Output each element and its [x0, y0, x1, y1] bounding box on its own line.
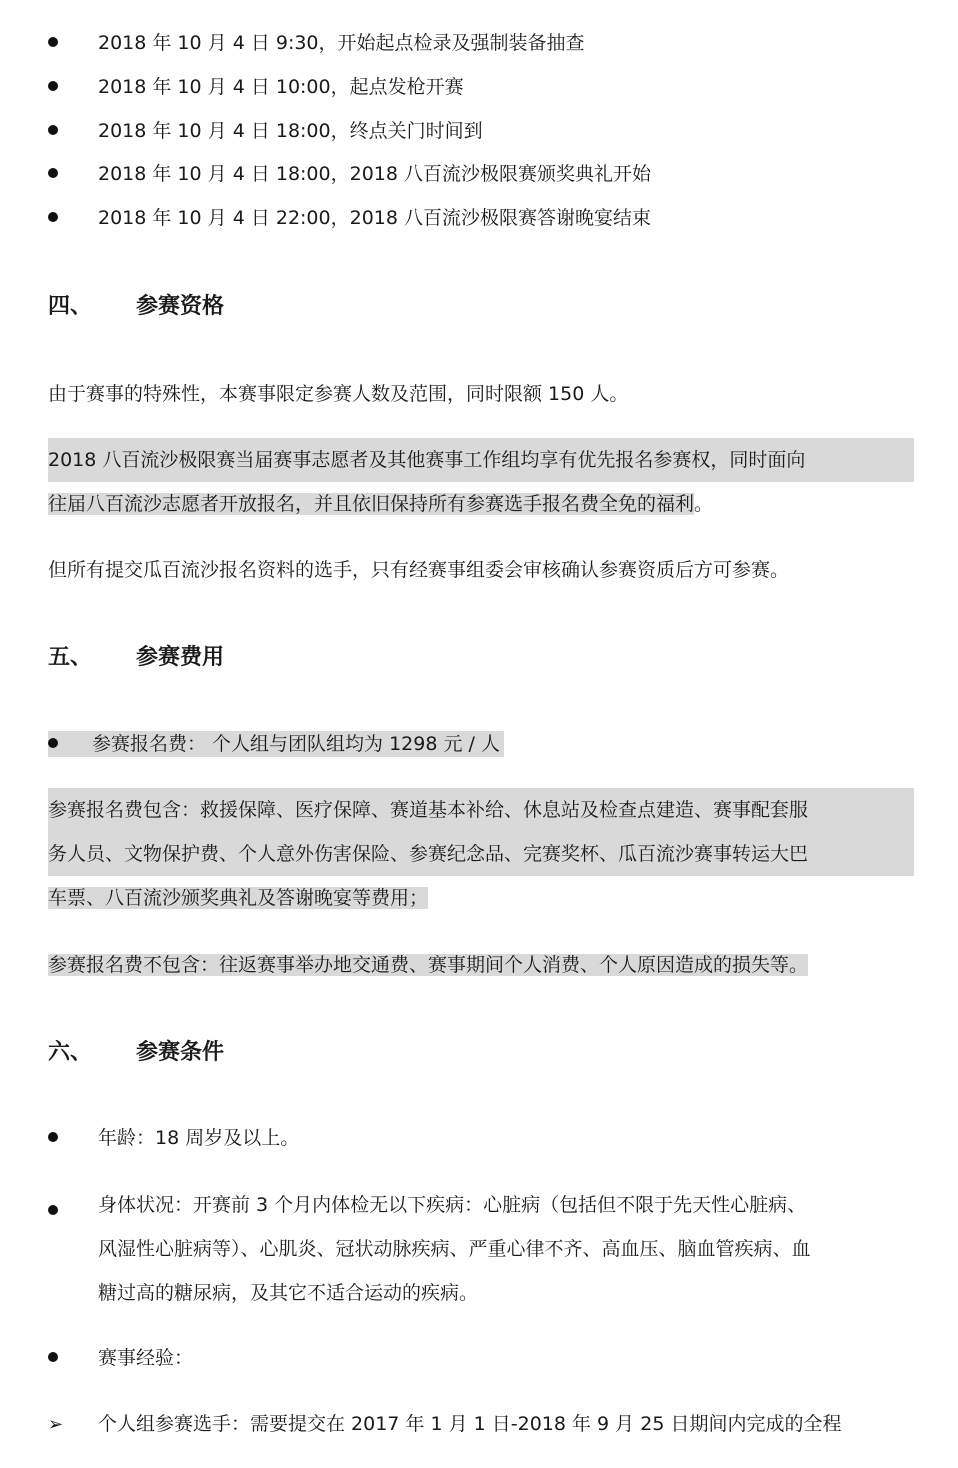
- bullet-icon-wrap: [48, 1192, 98, 1218]
- schedule-item: 2018 年 10 月 4 日 22:00，2018 八百流沙极限赛答谢晚宴结束: [48, 205, 651, 231]
- paragraph: 由于赛事的特殊性，本赛事限定参赛人数及范围，同时限额 150 人。: [48, 383, 629, 405]
- bullet-icon: [48, 37, 58, 47]
- bullet-icon: [48, 1352, 58, 1362]
- paragraph: 但所有提交瓜百流沙报名资料的选手，只有经赛事组委会审核确认参赛资质后方可参赛。: [48, 559, 790, 581]
- bullet-icon: [48, 168, 58, 178]
- bullet-icon: [48, 81, 58, 91]
- condition-experience: 赛事经验：: [48, 1345, 193, 1371]
- condition-health: 身体状况：开赛前 3 个月内体检无以下疾病：心脏病（包括但不限于先天性心脏病、 风湿性心脏病等）、心肌炎、冠状动脉疾病、严重心律不齐、高血压、脑血管疾病、血 糖过高的糖尿病，及其它不适合运动的疾病。: [98, 1194, 811, 1304]
- bullet-icon: [48, 1132, 58, 1142]
- paragraph-highlighted: 2018 八百流沙极限赛当届赛事志愿者及其他赛事工作组均享有优先报名参赛权，同时面向 往届八百流沙志愿者开放报名，并且依旧保持所有参赛选手报名费全免的福利。: [48, 438, 914, 526]
- bullet-icon: [48, 125, 58, 135]
- section-heading-eligibility: 四、 参赛资格: [48, 294, 225, 319]
- bullet-icon: [48, 738, 58, 748]
- bullet-icon: [48, 212, 58, 222]
- schedule-item: 2018 年 10 月 4 日 18:00，2018 八百流沙极限赛颁奖典礼开始: [48, 161, 651, 187]
- fee-item: 参赛报名费： 个人组与团队组均为 1298 元 / 人: [48, 731, 504, 757]
- arrow-right-icon: ➢: [48, 1414, 64, 1435]
- section-heading-conditions: 六、 参赛条件: [48, 1040, 225, 1065]
- schedule-item: 2018 年 10 月 4 日 9:30，开始起点检录及强制装备抽查: [48, 30, 585, 56]
- fee-excludes: 参赛报名费不包含：往返赛事举办地交通费、赛事期间个人消费、个人原因造成的损失等。: [48, 954, 809, 976]
- condition-individual: ➢ 个人组参赛选手：需要提交在 2017 年 1 月 1 日-2018 年 9 月 25 日期间内完成的全程: [48, 1411, 841, 1437]
- fee-includes: 参赛报名费包含：救援保障、医疗保障、赛道基本补给、休息站及检查点建造、赛事配套服 务人员、文物保护费、个人意外伤害保险、参赛纪念品、完赛奖杯、瓜百流沙赛事转运大巴 车票、八百流沙颁奖典礼及答谢晚宴等费用；: [48, 788, 914, 920]
- bullet-icon: [48, 1205, 58, 1215]
- section-heading-fees: 五、 参赛费用: [48, 645, 225, 670]
- schedule-item: 2018 年 10 月 4 日 18:00，终点关门时间到: [48, 118, 483, 144]
- condition-age: 年龄：18 周岁及以上。: [48, 1125, 299, 1151]
- schedule-item: 2018 年 10 月 4 日 10:00，起点发枪开赛: [48, 74, 464, 100]
